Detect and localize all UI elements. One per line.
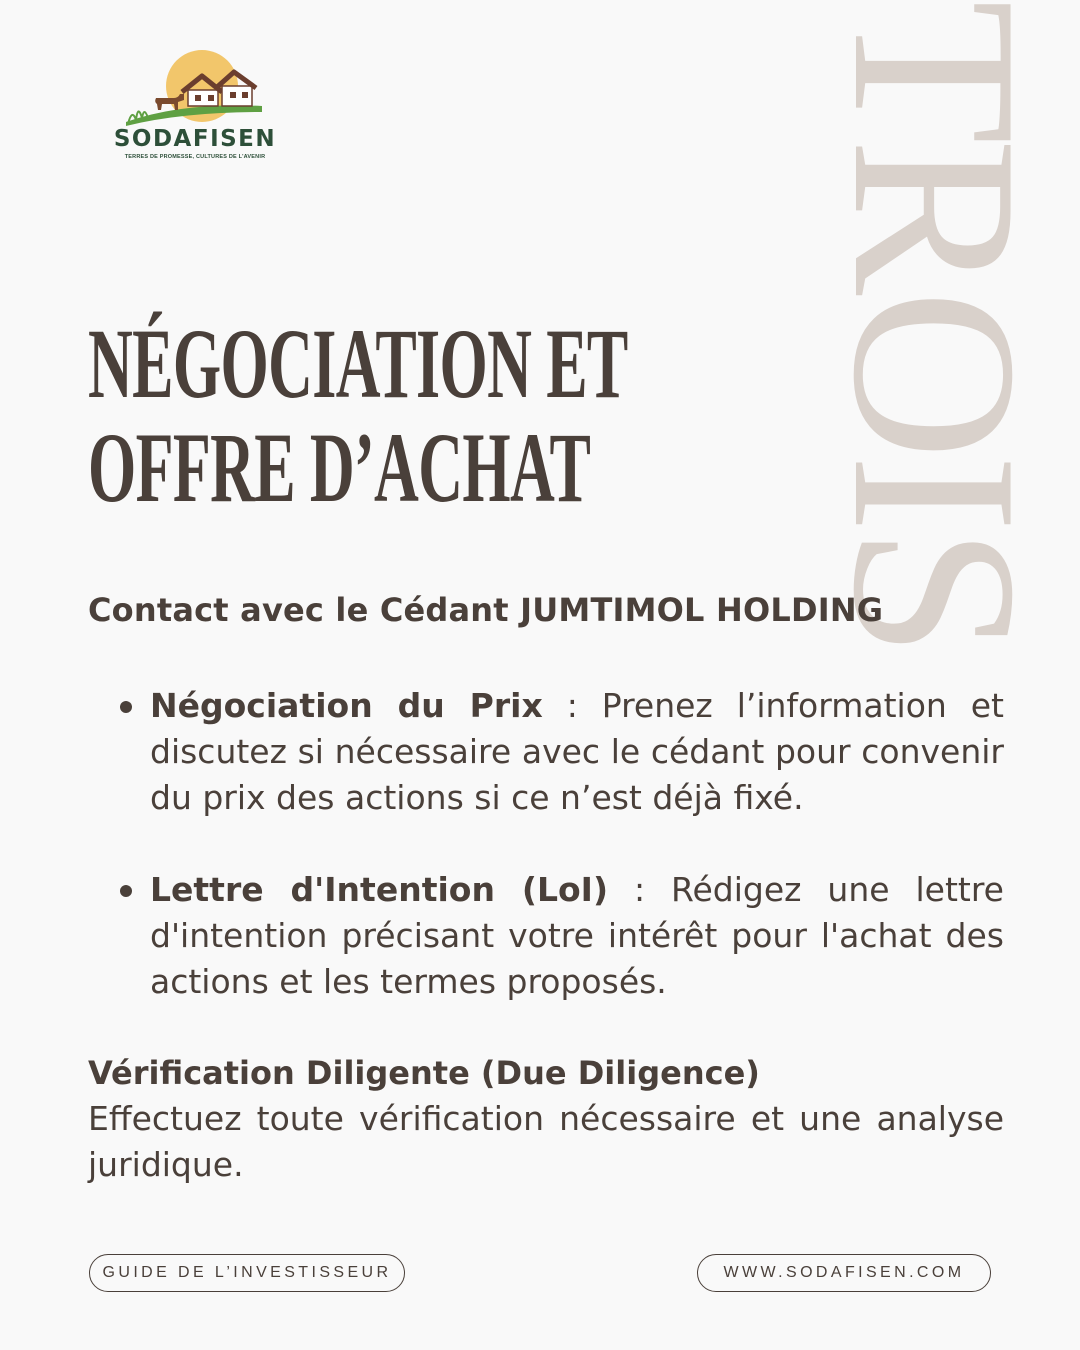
due-diligence-heading: Vérification Diligente (Due Diligence) bbox=[88, 1054, 760, 1092]
brand-name: SODAFISEN bbox=[113, 126, 277, 152]
list-item-text: : Prenez l’information et discutez si nécessaire avec le cédant pour convenir du prix des actions si ce n’est déjà fixé. bbox=[150, 686, 1004, 817]
list-item-letter-of-intent bbox=[150, 867, 1004, 1005]
farm-house-sun-logo-icon bbox=[122, 50, 272, 130]
decorative-word: TROIS bbox=[804, 0, 1065, 652]
due-diligence-text: Effectuez toute vérification nécessaire et une analyse juridique. bbox=[88, 1099, 1004, 1184]
brand-tagline: TERRES DE PROMESSE, CULTURES DE L'AVENIR bbox=[124, 154, 266, 160]
list-item-term: Lettre d'Intention (LoI) bbox=[150, 870, 609, 909]
contact-heading: Contact avec le Cédant JUMTIMOL HOLDING bbox=[88, 591, 884, 629]
list-item-price-negotiation bbox=[150, 683, 1004, 821]
page-title-line-2: OFFRE D’ACHAT bbox=[88, 412, 591, 523]
page-title bbox=[88, 308, 628, 523]
sodafisen-logo bbox=[100, 50, 296, 165]
list-item-text: : Rédigez une lettre d'intention précisant votre intérêt pour l'achat des actions et les termes proposés. bbox=[150, 870, 1004, 1001]
list-item-term: Négociation du Prix bbox=[150, 686, 543, 725]
page-title-line-1: NÉGOCIATION ET bbox=[88, 308, 628, 419]
guide-label-pill: GUIDE DE L’INVESTISSEUR bbox=[89, 1254, 405, 1292]
website-link-pill[interactable]: WWW.SODAFISEN.COM bbox=[697, 1254, 991, 1292]
contact-list bbox=[150, 683, 1004, 1005]
due-diligence-section bbox=[88, 1050, 1004, 1188]
